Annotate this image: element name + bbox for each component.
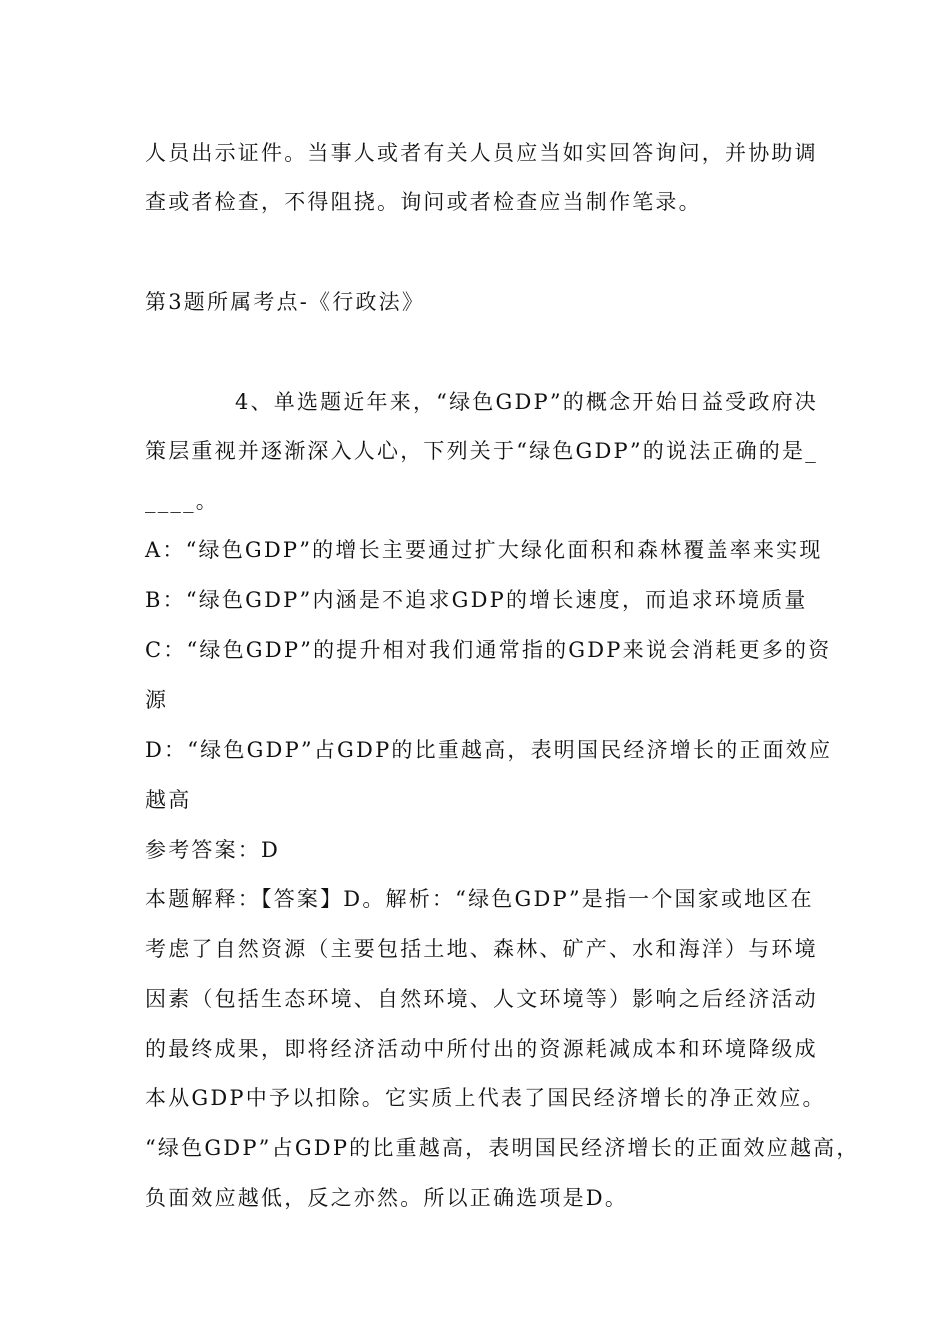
question-line: 策层重视并逐渐深入人心，下列关于“绿色GDP”的说法正确的是_ xyxy=(145,439,818,463)
explanation-line: 考虑了自然资源（主要包括土地、森林、矿产、水和海洋）与环境 xyxy=(145,937,818,961)
explanation-line: 负面效应越低，反之亦然。所以正确选项是D。 xyxy=(145,1186,629,1210)
explanation-line: 的最终成果，即将经济活动中所付出的资源耗减成本和环境降级成 xyxy=(145,1037,818,1061)
option-d: D：“绿色GDP”占GDP的比重越高，表明国民经济增长的正面效应 xyxy=(145,738,833,762)
explanation-line: 本题解释：【答案】D。解析：“绿色GDP”是指一个国家或地区在 xyxy=(145,887,814,911)
option-b: B：“绿色GDP”内涵是不追求GDP的增长速度，而追求环境质量 xyxy=(145,588,808,612)
explanation-line: “绿色GDP”占GDP的比重越高，表明国民经济增长的正面效应越高， xyxy=(145,1136,860,1160)
topic-note: 第3题所属考点-《行政法》 xyxy=(145,290,426,314)
continuation-line: 查或者检查，不得阻挠。询问或者检查应当制作笔录。 xyxy=(145,190,702,214)
answer-line: 参考答案：D xyxy=(145,838,281,862)
option-c-continuation: 源 xyxy=(145,688,169,712)
question-line: 4、单选题近年来，“绿色GDP”的概念开始日益受政府决 xyxy=(235,390,818,414)
explanation-line: 因素（包括生态环境、自然环境、人文环境等）影响之后经济活动 xyxy=(145,987,818,1011)
option-c: C：“绿色GDP”的提升相对我们通常指的GDP来说会消耗更多的资 xyxy=(145,638,832,662)
question-line: ____。 xyxy=(145,489,219,513)
explanation-line: 本从GDP中予以扣除。它实质上代表了国民经济增长的净正效应。 xyxy=(145,1086,826,1110)
option-d-continuation: 越高 xyxy=(145,788,192,812)
continuation-line: 人员出示证件。当事人或者有关人员应当如实回答询问，并协助调 xyxy=(145,141,818,165)
option-a: A：“绿色GDP”的增长主要通过扩大绿化面积和森林覆盖率来实现 xyxy=(145,538,823,562)
